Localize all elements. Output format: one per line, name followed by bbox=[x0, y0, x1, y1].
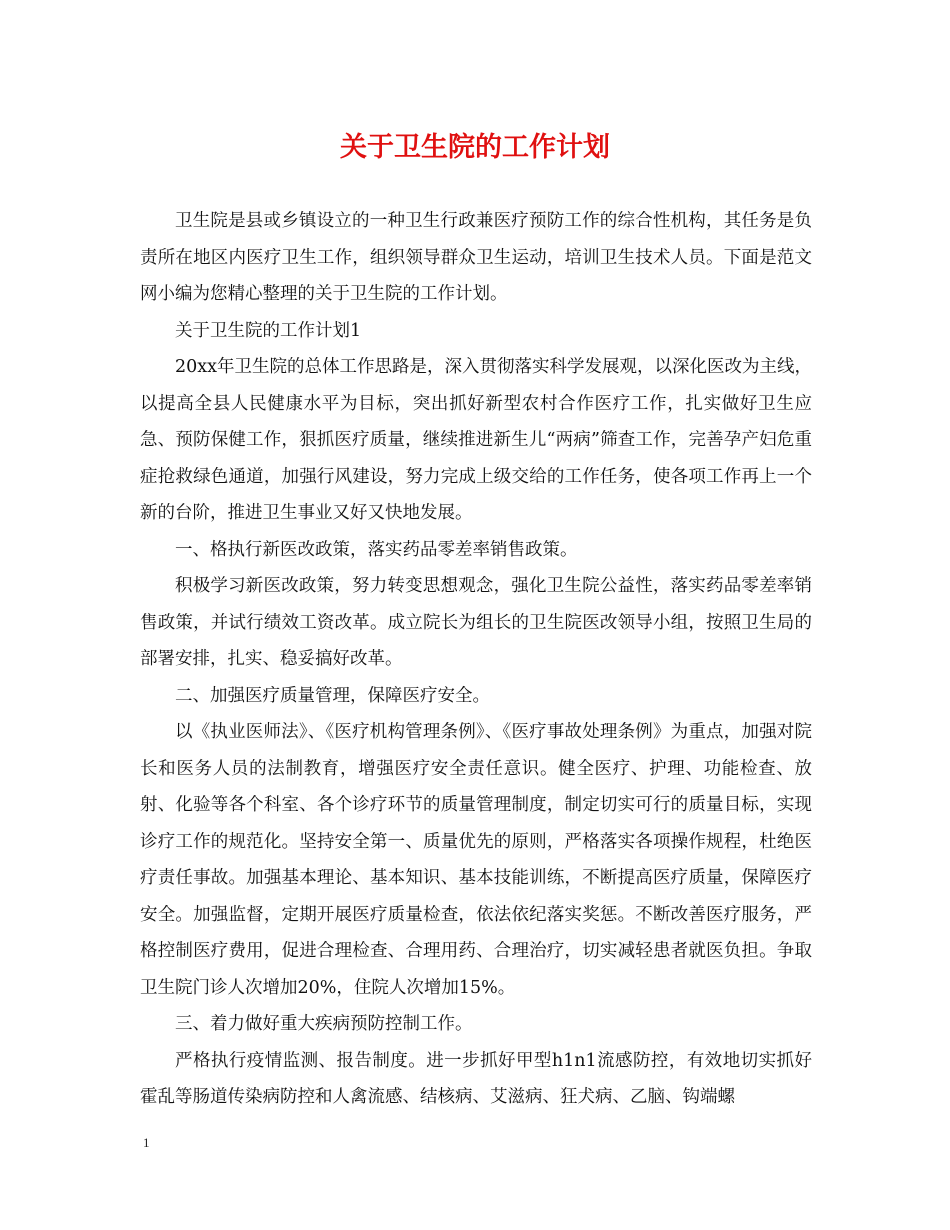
paragraph-reform-policy: 积极学习新医改政策，努力转变思想观念，强化卫生院公益性，落实药品零差率销售政策，并试行绩效工资改革。成立院长为组长的卫生院医改领导小组，按照卫生局的部署安排，扎实、稳妥搞好改革。 bbox=[140, 576, 812, 669]
section-heading-1: 一、格执行新医改政策，落实药品零差率销售政策。 bbox=[175, 539, 578, 560]
section-heading-2: 二、加强医疗质量管理，保障医疗安全。 bbox=[175, 685, 490, 706]
page-number: 1 bbox=[143, 1135, 150, 1150]
paragraph-quality-management: 以《执业医师法》、《医疗机构管理条例》、《医疗事故处理条例》为重点，加强对院长和医务人员的法制教育，增强医疗安全责任意识。健全医疗、护理、功能检查、放射、化验等各个科室、各个诊疗环节的质量管理制度，制定切实可行的质量目标，实现诊疗工作的规范化。坚持安全第一、质量优先的原则，严格落实各项操作规程，杜绝医疗责任事故。加强基本理论、基本知识、基本技能训练，不断提高医疗质量，保障医疗安全。加强监督，定期开展医疗质量检查，依法依纪落实奖惩。不断改善医疗服务，严格控制医疗费用，促进合理检查、合理用药、合理治疗，切实减轻患者就医负担。争取卫生院门诊人次增加20%，住院人次增加15%。 bbox=[140, 722, 812, 998]
document-title: 关于卫生院的工作计划 bbox=[340, 132, 610, 163]
section-heading-plan-1: 关于卫生院的工作计划1 bbox=[175, 320, 362, 341]
paragraph-overall-approach: 20xx年卫生院的总体工作思路是，深入贯彻落实科学发展观，以深化医改为主线，以提高全县人民健康水平为目标，突出抓好新型农村合作医疗工作，扎实做好卫生应急、预防保健工作，狠抓医疗质量，继续推进新生儿“两病”筛查工作，完善孕产妇危重症抢救绿色通道，加强行风建设，努力完成上级交给的工作任务，使各项工作再上一个新的台阶，推进卫生事业又好又快地发展。 bbox=[140, 357, 813, 523]
document-body bbox=[140, 203, 812, 1116]
section-heading-3: 三、着力做好重大疾病预防控制工作。 bbox=[175, 1014, 473, 1034]
paragraph-intro: 卫生院是县或乡镇设立的一种卫生行政兼医疗预防工作的综合性机构，其任务是负责所在地区内医疗卫生工作，组织领导群众卫生运动，培训卫生技术人员。下面是范文网小编为您精心整理的关于卫生院的工作计划。 bbox=[140, 211, 812, 304]
paragraph-disease-control: 严格执行疫情监测、报告制度。进一步抓好甲型h1n1流感防控，有效地切实抓好霍乱等肠道传染病防控和人禽流感、结核病、艾滋病、狂犬病、乙脑、钩端螺 bbox=[140, 1050, 812, 1107]
